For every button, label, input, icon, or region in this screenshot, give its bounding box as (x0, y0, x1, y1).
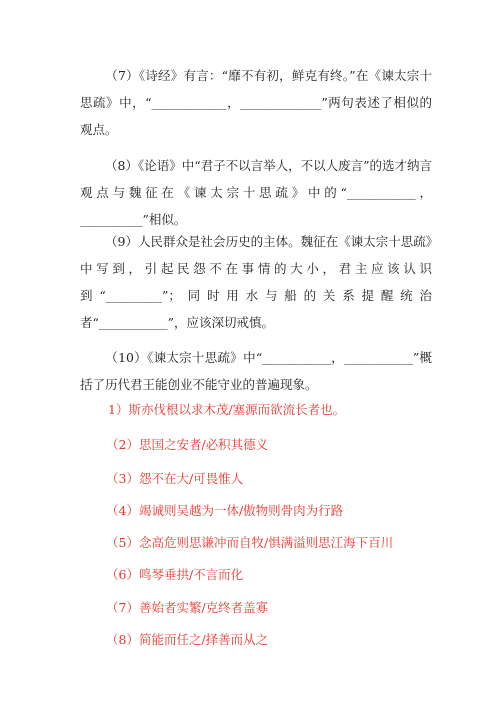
question-7: （7）《诗经》有言：“靡不有初，鲜克有终。”在《谏太宗十思疏》中，“____________，_____________”两句表述了相似的观点。 (80, 68, 432, 137)
question-8: （8）《论语》中“君子不以言举人，不以人废言”的选才纳言观点与魏征在《谏太宗十思疏》中的“___________，__________”相似。 (80, 158, 432, 227)
answer-1: 1）斯亦伐根以求木茂/塞源而欲流长者也。 (108, 402, 346, 417)
answer-4: （4）竭诚则吴越为一体/傲物则骨肉为行路 (106, 503, 344, 518)
question-9: （9）人民群众是社会历史的主体。魏征在《谏太宗十思疏》中写到，引起民怨不在事情的大小，君主应该认识到“_________”；同时用水与船的关系提醒统治者“___________”，应该深切戒慎。 (80, 234, 432, 330)
answer-8: （8）简能而任之/择善而从之 (106, 632, 269, 647)
answer-5: （5）念高危则思谦冲而自牧/惧满溢则思江海下百川 (106, 535, 394, 550)
answer-7: （7）善始者实繁/克终者盖寡 (106, 600, 269, 615)
answer-2: （2）思国之安者/必积其德义 (106, 437, 269, 452)
answer-6: （6）鸣琴垂拱/不言而化 (106, 567, 244, 582)
question-10: （10）《谏太宗十思疏》中“___________，___________”概括了历代君王能创业不能守业的普遍现象。 (80, 350, 432, 392)
answer-3: （3）怨不在大/可畏惟人 (106, 471, 244, 486)
